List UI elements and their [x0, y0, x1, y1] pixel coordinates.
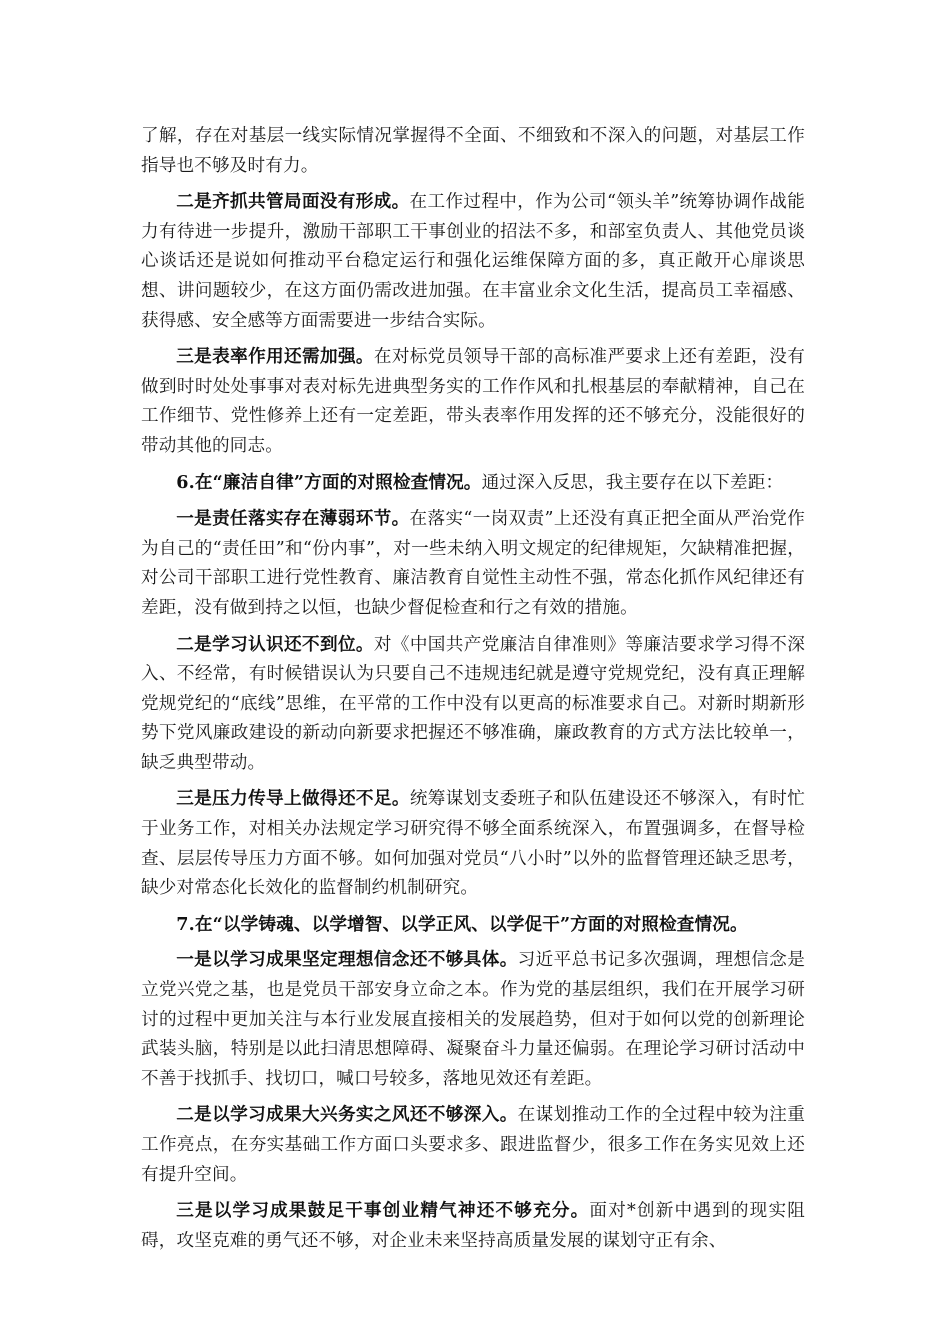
paragraph-text: 面对*创新中遇到的现实阻碍，攻坚克难的勇气还不够，对企业未来坚持高质量发展的谋划守正有余、	[141, 1201, 805, 1251]
paragraph-lead: 二是以学习成果大兴务实之风还不够深入。	[176, 1104, 518, 1126]
section-heading-integrity	[141, 468, 805, 499]
paragraph-pressure-transmission	[141, 784, 805, 903]
paragraph-ideals-conviction	[141, 945, 805, 1094]
paragraph-entrepreneurial-spirit	[141, 1196, 805, 1256]
section-heading-lead: 6.在“廉洁自律”方面的对照检查情况。	[176, 471, 482, 493]
paragraph-continuation	[141, 122, 805, 181]
paragraph-text: 在工作过程中，作为公司“领头羊”统筹协调作战能力有待进一步提升，激励干部职工干事创业的招法不多，和部室负责人、其他党员谈心谈话还是说如何推动平台稳定运行和强化运维保障方面的多，真正敞开心扉谈思想、讲问题较少，在这方面仍需改进加强。在丰富业余文化生活，提高员工幸福感、获得感、安全感等方面需要进一步结合实际。	[141, 192, 805, 331]
paragraph-lead: 一是以学习成果坚定理想信念还不够具体。	[176, 949, 518, 971]
document-body	[141, 122, 805, 1262]
paragraph-pragmatic-style	[141, 1100, 805, 1190]
paragraph-text: 统筹谋划支委班子和队伍建设还不够深入，有时忙于业务工作，对相关办法规定学习研究得不够全面系统深入，布置强调多，在督导检查、层层传导压力方面不够。如何加强对党员“八小时”以外的监督管理还缺乏思考，缺少对常态化长效化的监督制约机制研究。	[141, 789, 805, 899]
paragraph-lead: 一是责任落实存在薄弱环节。	[176, 508, 410, 530]
paragraph-joint-management	[141, 187, 805, 336]
paragraph-study-awareness	[141, 630, 805, 779]
paragraph-text: 了解，存在对基层一线实际情况掌握得不全面、不细致和不深入的问题，对基层工作指导也不够及时有力。	[141, 126, 805, 176]
paragraph-lead: 三是压力传导上做得还不足。	[176, 788, 410, 810]
paragraph-text: 习近平总书记多次强调，理想信念是立党兴党之基，也是党员干部安身立命之本。作为党的基层组织，我们在开展学习研讨的过程中更加关注与本行业发展直接相关的发展趋势，但对于如何以党的创新理论武装头脑，特别是以此扫清思想障碍、凝聚奋斗力量还偏弱。在理论学习研讨活动中不善于找抓手、找切口，喊口号较多，落地见效还有差距。	[141, 950, 805, 1089]
paragraph-text: 在谋划推动工作的全过程中较为注重工作亮点，在夯实基础工作方面口头要求多、跟进监督少，很多工作在务实见效上还有提升空间。	[141, 1105, 805, 1185]
paragraph-lead: 三是表率作用还需加强。	[176, 346, 374, 368]
paragraph-lead: 三是以学习成果鼓足干事创业精气神还不够充分。	[176, 1200, 590, 1222]
paragraph-text: 通过深入反思，我主要存在以下差距：	[481, 472, 784, 493]
section-heading-learning	[141, 910, 805, 940]
paragraph-responsibility	[141, 504, 805, 623]
paragraph-lead: 二是学习认识还不到位。	[176, 633, 374, 655]
paragraph-exemplary-role	[141, 342, 805, 461]
paragraph-text: 对《中国共产党廉洁自律准则》等廉洁要求学习得不深入、不经常，有时候错误认为只要自己不违规违纪就是遵守党规党纪，没有真正理解党规党纪的“底线”思维，在平常的工作中没有以更高的标准要求自己。对新时期新形势下党风廉政建设的新动向新要求把握还不够准确，廉政教育的方式方法比较单一，缺乏典型带动。	[141, 634, 805, 773]
section-heading-lead: 7.在“以学铸魂、以学增智、以学正风、以学促干”方面的对照检查情况。	[176, 913, 748, 935]
paragraph-text: 在落实“一岗双责”上还没有真正把全面从严治党作为自己的“责任田”和“份内事”，对一些未纳入明文规定的纪律规矩，欠缺精准把握，对公司干部职工进行党性教育、廉洁教育自觉性主动性不强，常态化抓作风纪律还有差距，没有做到持之以恒，也缺少督促检查和行之有效的措施。	[141, 509, 805, 618]
paragraph-text: 在对标党员领导干部的高标准严要求上还有差距，没有做到时时处处事事对表对标先进典型务实的工作作风和扎根基层的奉献精神，自己在工作细节、党性修养上还有一定差距，带头表率作用发挥的还不够充分，没能很好的带动其他的同志。	[141, 347, 805, 456]
paragraph-lead: 二是齐抓共管局面没有形成。	[176, 191, 410, 213]
